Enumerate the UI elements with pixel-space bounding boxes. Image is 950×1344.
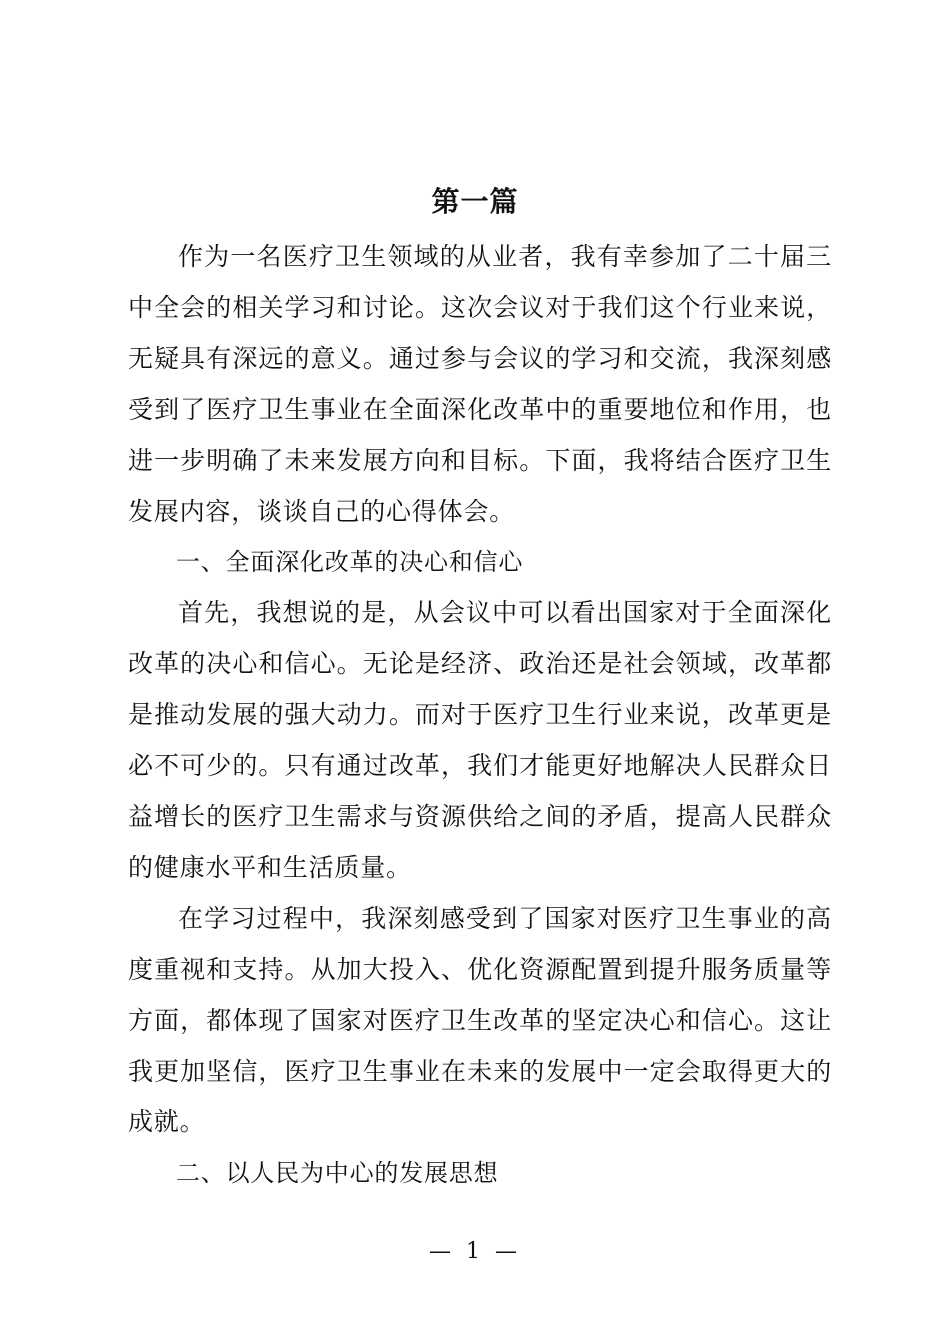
page-number: — 1 — xyxy=(429,1239,521,1264)
paragraph-intro: 作为一名医疗卫生领域的从业者，我有幸参加了二十届三中全会的相关学习和讨论。这次会议对于我们这个行业来说，无疑具有深远的意义。通过参与会议的学习和交流，我深刻感受到了医疗卫生事业在全面深化改革中的重要地位和作用，也进一步明确了未来发展方向和目标。下面，我将结合医疗卫生发展内容，谈谈自己的心得体会。 xyxy=(128,242,832,526)
document-title: 第一篇 xyxy=(431,185,519,218)
paragraph-state-support: 在学习过程中，我深刻感受到了国家对医疗卫生事业的高度重视和支持。从加大投入、优化资源配置到提升服务质量等方面，都体现了国家对医疗卫生改革的坚定决心和信心。这让我更加坚信，医疗卫生事业在未来的发展中一定会取得更大的成就。 xyxy=(128,903,832,1137)
paragraph-reform-determination: 首先，我想说的是，从会议中可以看出国家对于全面深化改革的决心和信心。无论是经济、政治还是社会领域，改革都是推动发展的强大动力。而对于医疗卫生行业来说，改革更是必不可少的。只有通过改革，我们才能更好地解决人民群众日益增长的医疗卫生需求与资源供给之间的矛盾，提高人民群众的健康水平和生活质量。 xyxy=(128,598,832,882)
section-heading-2: 二、以人民为中心的发展思想 xyxy=(176,1159,499,1188)
document-body xyxy=(128,232,832,1199)
section-heading-1: 一、全面深化改革的决心和信心 xyxy=(176,548,524,577)
